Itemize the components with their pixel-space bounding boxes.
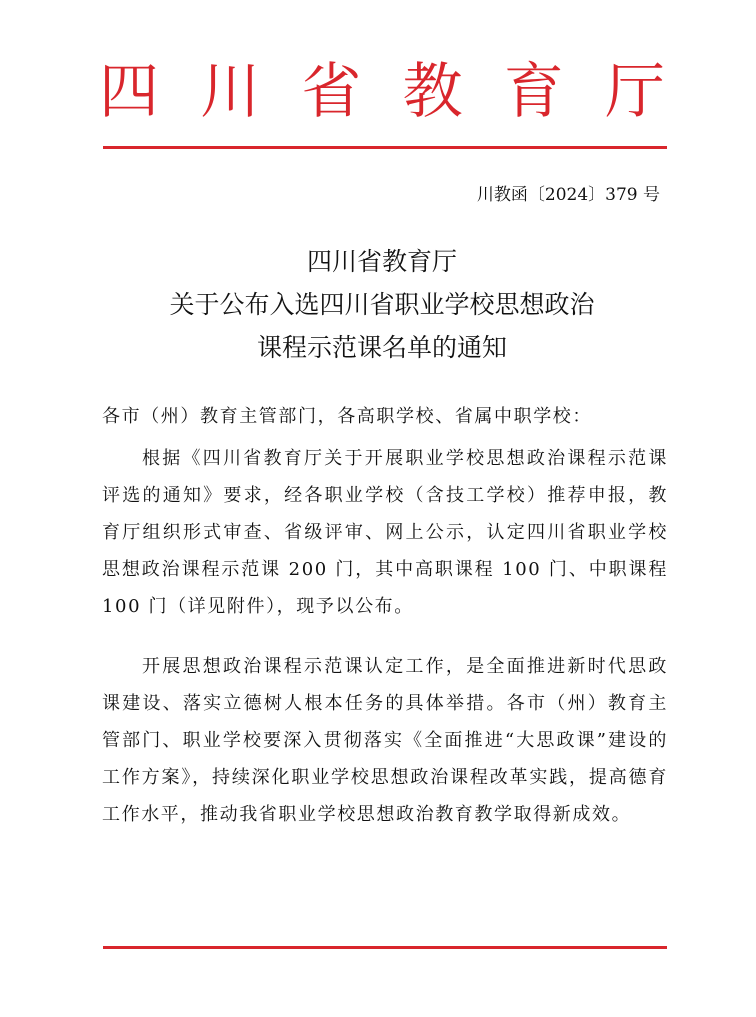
title-line: 四川省教育厅	[306, 247, 457, 276]
addressee-line: 各市（州）教育主管部门，各高职学校、省属中职学校：	[102, 406, 592, 427]
document-title	[100, 240, 664, 369]
header-char: 厅	[604, 57, 665, 127]
footer-red-rule	[103, 946, 667, 949]
header-red-rule	[103, 146, 667, 149]
body-paragraph: 开展思想政治课程示范课认定工作，是全面推进新时代思政课建设、落实立德树人根本任务的具体举措。各市（州）教育主管部门、职业学校要深入贯彻落实《全面推进“大思政课”建设的工作方案》，持续深化职业学校思想政治课程改革实践，提高德育工作水平，推动我省职业学校思想政治教育教学取得新成效。	[102, 656, 668, 825]
header-char: 省	[301, 57, 362, 127]
title-line: 课程示范课名单的通知	[256, 333, 507, 362]
document-number: 川教函〔2024〕379 号	[476, 185, 660, 205]
header-char: 教	[402, 57, 463, 127]
title-line: 关于公布入选四川省职业学校思想政治	[169, 290, 595, 319]
header-char: 育	[503, 57, 564, 127]
issuing-authority-header	[98, 52, 666, 132]
header-char: 川	[200, 57, 261, 127]
header-char: 四	[99, 57, 159, 127]
body-paragraph: 根据《四川省教育厅关于开展职业学校思想政治课程示范课评选的通知》要求，经各职业学校（含技工学校）推荐申报，教育厅组织形式审查、省级评审、网上公示，认定四川省职业学校思想政治课程示范课 200 门，其中高职课程 100 门、中职课程 100 门（详见附件），现予以公布。	[102, 448, 668, 617]
